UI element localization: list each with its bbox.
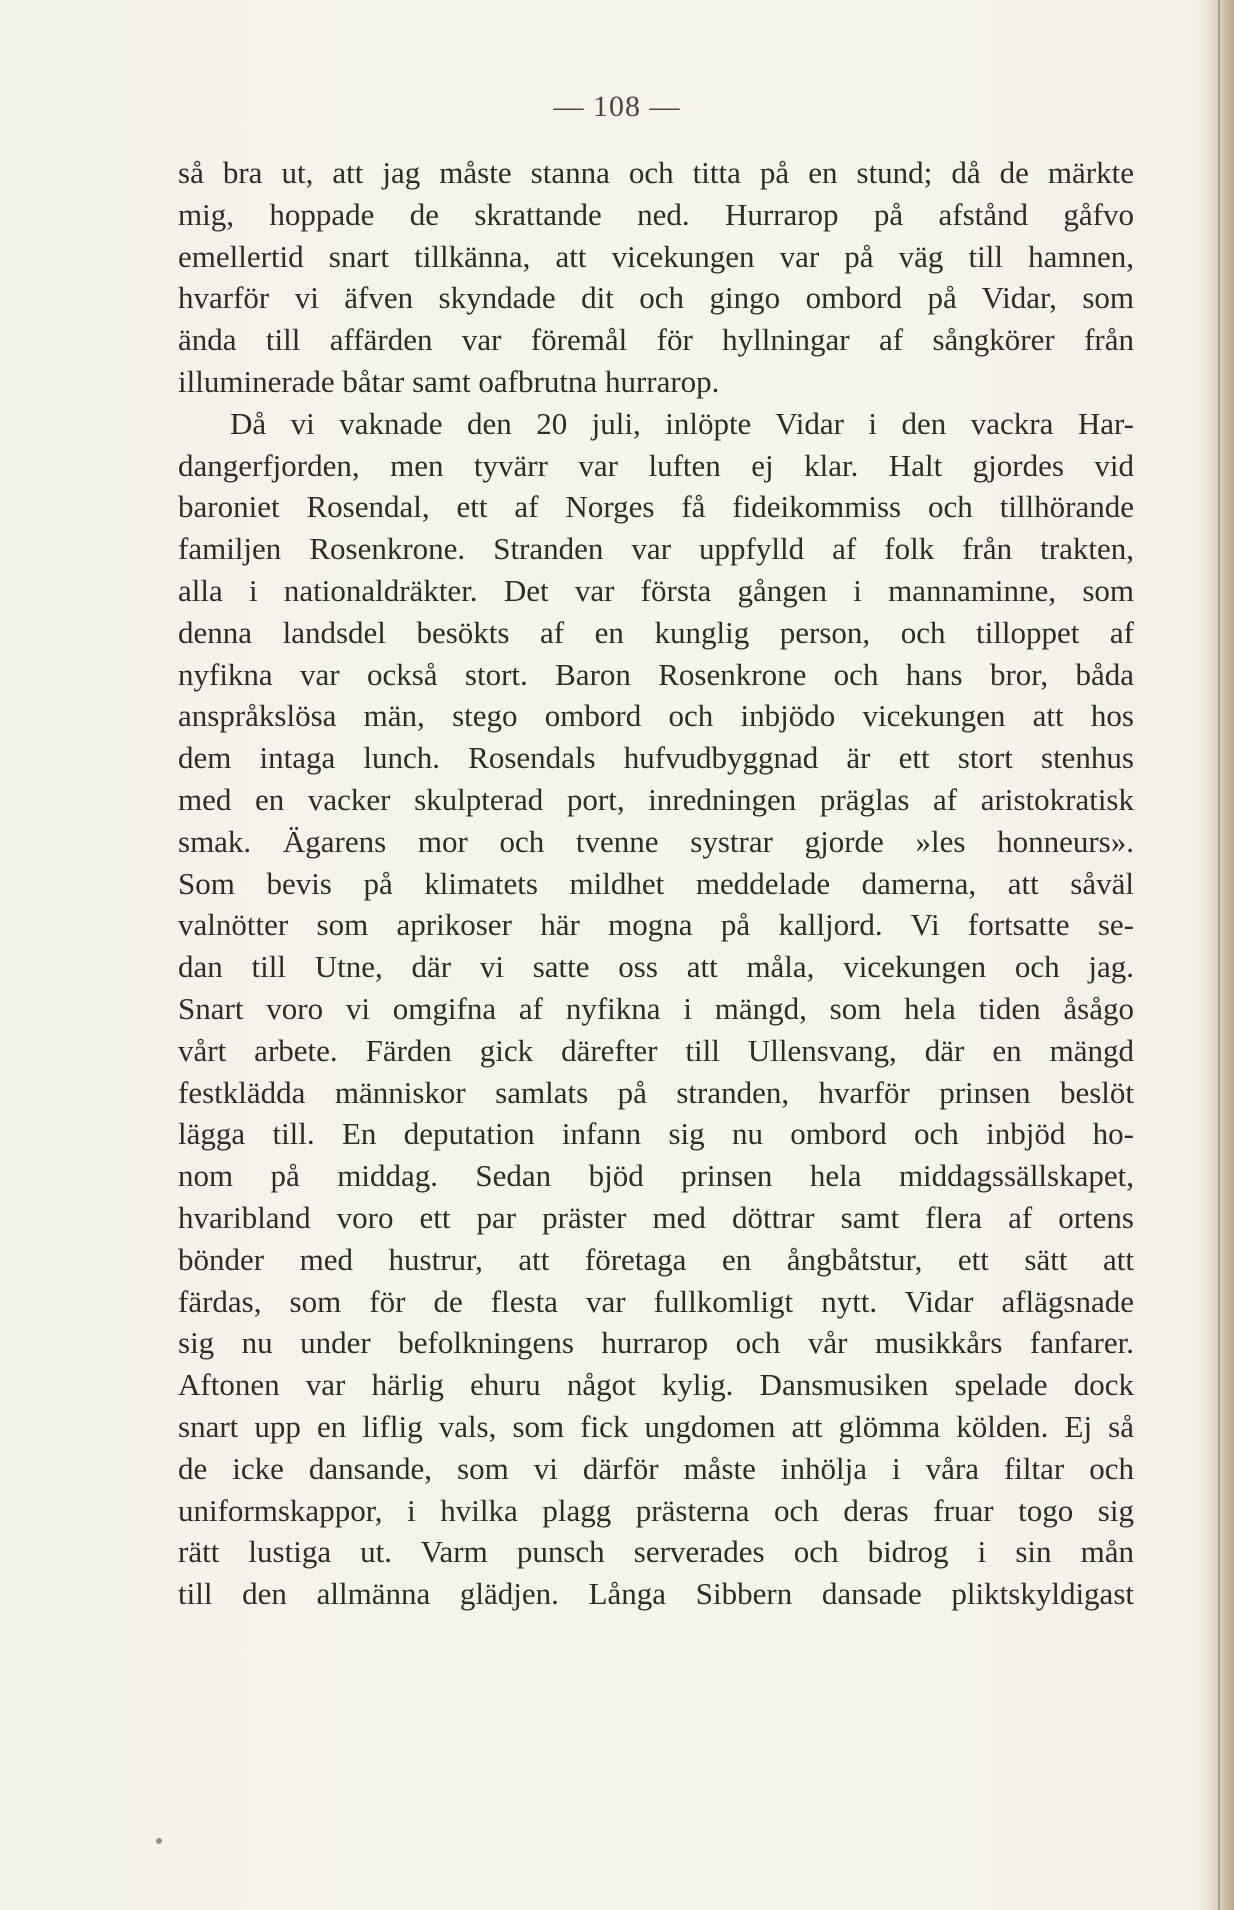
text-line: ända till affärden var föremål för hyllningar af sångkörer från [178, 322, 1134, 358]
text-line: nyfikna var också stort. Baron Rosenkrone och hans bror, båda [178, 656, 1134, 692]
text-line: till den allmänna glädjen. Långa Sibbern dansade pliktskyldigast [178, 1576, 1134, 1612]
page-edge-shadow [1198, 0, 1234, 1910]
text-line: så bra ut, att jag måste stanna och titta på en stund; då de märkte [178, 155, 1134, 190]
text-line: hvarför vi äfven skyndade dit och gingo ombord på Vidar, som [178, 280, 1134, 316]
text-line: emellertid snart tillkänna, att vicekungen var på väg till hamnen, [178, 238, 1134, 274]
text-line: dem intaga lunch. Rosendals hufvudbyggnad är ett stort stenhus [178, 740, 1134, 776]
text-line: bönder med hustrur, att företaga en ångbåtstur, ett sätt att [178, 1241, 1134, 1277]
text-line: smak. Ägarens mor och tvenne systrar gjorde »les honneurs». [178, 823, 1134, 859]
text-line: hvaribland voro ett par präster med döttrar samt flera af ortens [178, 1199, 1134, 1235]
body-text [178, 152, 1134, 1615]
text-line: festklädda människor samlats på stranden, hvarför prinsen beslöt [178, 1074, 1134, 1110]
text-line: snart upp en liflig vals, som fick ungdomen att glömma kölden. Ej så [178, 1408, 1134, 1444]
text-line: nom på middag. Sedan bjöd prinsen hela middagssällskapet, [178, 1158, 1134, 1194]
text-line: Snart voro vi omgifna af nyfikna i mängd, som hela tiden åsågo [178, 990, 1134, 1026]
text-line: lägga till. En deputation infann sig nu ombord och inbjöd ho- [178, 1116, 1134, 1152]
text-line: baroniet Rosendal, ett af Norges få fideikommiss och tillhörande [178, 489, 1134, 525]
text-line: valnötter som aprikoser här mogna på kalljord. Vi fortsatte se- [178, 907, 1134, 943]
page-number: — 108 — [553, 90, 681, 123]
text-line: illuminerade båtar samt oafbrutna hurrarop. [178, 363, 720, 399]
text-line: med en vacker skulpterad port, inredningen präglas af aristokratisk [178, 781, 1134, 817]
text-line: vårt arbete. Färden gick därefter till Ullensvang, där en mängd [178, 1032, 1134, 1068]
text-line: dan till Utne, där vi satte oss att måla, vicekungen och jag. [178, 949, 1134, 985]
page-edge-line [1218, 0, 1220, 1910]
text-line: Då vi vaknade den 20 juli, inlöpte Vidar i den vackra Har- [230, 405, 1134, 441]
text-line: rätt lustiga ut. Varm punsch serverades och bidrog i sin mån [178, 1534, 1134, 1570]
text-line: anspråkslösa män, stego ombord och inbjödo vicekungen att hos [178, 698, 1134, 734]
text-line: dangerfjorden, men tyvärr var luften ej klar. Halt gjordes vid [178, 447, 1134, 483]
text-line: färdas, som för de flesta var fullkomligt nytt. Vidar aflägsnade [178, 1283, 1134, 1319]
text-line: sig nu under befolkningens hurrarop och vår musikkårs fanfarer. [178, 1325, 1134, 1361]
text-line: uniformskappor, i hvilka plagg prästerna och deras fruar togo sig [178, 1492, 1134, 1528]
text-line: denna landsdel besökts af en kunglig person, och tilloppet af [178, 614, 1134, 650]
text-line: familjen Rosenkrone. Stranden var uppfylld af folk från trakten, [178, 531, 1134, 567]
text-line: alla i nationaldräkter. Det var första gången i mannaminne, som [178, 572, 1134, 608]
text-line: mig, hoppade de skrattande ned. Hurrarop på afstånd gåfvo [178, 196, 1134, 232]
text-line: Aftonen var härlig ehuru något kylig. Dansmusiken spelade dock [178, 1367, 1134, 1403]
ink-speck [156, 1838, 162, 1844]
text-line: Som bevis på klimatets mildhet meddelade damerna, att såväl [178, 865, 1134, 901]
text-line: de icke dansande, som vi därför måste inhölja i våra filtar och [178, 1450, 1134, 1486]
